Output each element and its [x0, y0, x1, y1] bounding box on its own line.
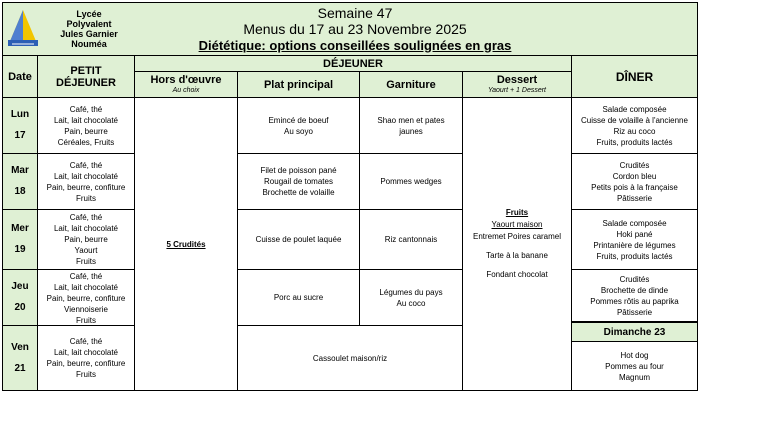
menu-item: Hoki pané: [616, 229, 653, 239]
week-title: Semaine 47: [317, 4, 393, 21]
main-dish-cell: [238, 98, 360, 154]
menu-item: Magnum: [618, 372, 651, 382]
breakfast-cell: [38, 270, 135, 326]
date-cell: [2, 326, 38, 391]
menu-item: Emincé de boeuf: [268, 115, 329, 125]
col-header-dinner-label: DÎNER: [615, 69, 654, 84]
col-header-starter: [135, 72, 238, 98]
menu-item: Café, thé: [69, 104, 103, 114]
menu-item: Légumes du pays: [379, 287, 443, 297]
col-header-lunch-label: DÉJEUNER: [323, 57, 383, 70]
menu-item: Salade composée: [602, 218, 667, 228]
menu-item: Pain, beurre, confiture: [46, 294, 126, 303]
breakfast-cell: [38, 326, 135, 391]
menu-item: Pommes au four: [605, 361, 664, 371]
col-header-main: [238, 72, 360, 98]
diet-note: Diététique: options conseillées soulignées en gras: [198, 37, 512, 53]
date-number: 18: [14, 186, 26, 197]
date-number: 20: [14, 302, 26, 313]
menu-item: Pommes wedges: [380, 177, 442, 186]
menu-item: Pain, beurre: [64, 126, 108, 136]
menu-item: Petits pois à la française: [591, 182, 678, 192]
menu-item: Yaourt: [74, 246, 98, 255]
menu-item: Café, thé: [69, 272, 103, 281]
main-dish-cell: [238, 210, 360, 270]
menu-item: Lait, lait chocolaté: [53, 224, 119, 233]
menu-item: Pommes rôtis au paprika: [590, 296, 679, 306]
main-dish-cell: [238, 154, 360, 210]
menu-item: Hot dog: [620, 350, 649, 360]
side-dish-cell: [360, 154, 463, 210]
sunday-label: [572, 322, 698, 342]
col-header-side-label: Garniture: [386, 78, 436, 91]
dinner-cell: [572, 210, 698, 270]
menu-item: Au soyo: [284, 126, 313, 136]
menu-item: Rougail de tomates: [264, 177, 333, 186]
menu-item: Fruits, produits lactés: [596, 137, 673, 147]
date-day: Ven: [11, 341, 29, 353]
col-header-main-label: Plat principal: [263, 78, 334, 91]
menu-item: Pain, beurre: [64, 235, 108, 244]
date-cell: [2, 154, 38, 210]
school-name-line3: Jules Garnier: [60, 29, 118, 39]
header-titles: [180, 3, 530, 55]
col-header-dinner: [572, 56, 698, 98]
school-logo: [6, 6, 40, 48]
starter-cell: [135, 98, 238, 391]
col-header-date: [2, 56, 38, 98]
menu-item: Riz cantonnais: [384, 235, 438, 244]
menu-item: Salade composée: [602, 104, 667, 114]
school-name: [44, 5, 134, 53]
menu-item: Pâtisserie: [616, 193, 653, 203]
date-cell: [2, 210, 38, 270]
menu-item: Yaourt maison: [491, 220, 543, 229]
breakfast-cell: [38, 154, 135, 210]
col-header-dessert: [463, 72, 572, 98]
menu-item: Cuisse de volaille à l'ancienne: [581, 115, 688, 125]
side-dish-cell: [360, 98, 463, 154]
menu-item: Filet de poisson pané: [260, 166, 337, 175]
school-name-line4: Nouméa: [71, 39, 107, 49]
menu-item: Printanière de légumes: [593, 240, 676, 250]
col-header-dessert-label: Dessert: [496, 74, 538, 86]
menu-item: Fondant chocolat: [486, 270, 548, 279]
menu-item: Café, thé: [69, 337, 103, 346]
date-day: Jeu: [11, 281, 29, 292]
menu-item: Entremet Poires caramel: [472, 232, 562, 241]
menu-item: Fruits: [76, 193, 96, 203]
school-name-line1: Lycée: [76, 9, 102, 19]
main-dish-cell: [238, 270, 360, 326]
menu-item: Viennoiserie: [64, 305, 108, 314]
menu-item: Cassoulet maison/riz: [312, 353, 388, 363]
date-number: 19: [14, 244, 26, 255]
dinner-cell: [572, 270, 698, 322]
menu-item: jaunes: [399, 126, 423, 136]
menu-item: Lait, lait chocolaté: [53, 115, 119, 125]
starter-item: 5 Crudités: [166, 239, 206, 249]
sunday-dinner-cell: [572, 342, 698, 391]
menu-item: Fruits: [76, 370, 96, 379]
menu-item: Crudités: [619, 274, 650, 284]
menu-item: Shao men et pates: [377, 115, 445, 125]
col-header-breakfast-line2: DÉJEUNER: [56, 76, 116, 89]
date-number: 21: [14, 362, 26, 374]
date-number: 17: [14, 130, 26, 141]
menu-item: Tarte à la banane: [486, 251, 548, 260]
col-header-dessert-note: Yaourt + 1 Dessert: [487, 87, 547, 94]
menu-item: Crudités: [619, 160, 650, 170]
dessert-title: Fruits: [505, 208, 529, 217]
menu-item: Porc au sucre: [273, 293, 324, 302]
menu-item: Cordon bleu: [612, 171, 657, 181]
menu-item: Fruits: [76, 257, 96, 266]
date-cell: [2, 98, 38, 154]
menu-item: Fruits, produits lactés: [596, 251, 673, 261]
menu-item: Café, thé: [69, 213, 103, 222]
menu-item: Pâtisserie: [616, 307, 653, 317]
breakfast-cell: [38, 98, 135, 154]
menu-item: Cuisse de poulet laquée: [255, 235, 342, 244]
menu-item: Riz au coco: [613, 126, 656, 136]
sunday-label-text: Dimanche 23: [603, 326, 666, 338]
menu-item: Pain, beurre, confiture: [46, 182, 126, 192]
menu-item: Brochette de volaille: [262, 188, 335, 197]
col-header-starter-label: Hors d'œuvre: [150, 74, 222, 86]
friday-main-merged-cell: [238, 326, 463, 391]
dessert-cell: [463, 98, 572, 391]
date-range-title: Menus du 17 au 23 Novembre 2025: [243, 20, 467, 37]
side-dish-cell: [360, 210, 463, 270]
menu-item: Au coco: [396, 298, 426, 308]
menu-item: Céréales, Fruits: [57, 137, 115, 147]
col-header-lunch: [135, 56, 572, 72]
col-header-breakfast: [38, 56, 135, 98]
menu-item: Lait, lait chocolaté: [53, 171, 119, 181]
col-header-breakfast-line1: PETIT: [70, 64, 102, 77]
date-cell: [2, 270, 38, 326]
menu-item: Fruits: [76, 316, 96, 325]
menu-item: Café, thé: [69, 160, 103, 170]
col-header-starter-note: Au choix: [172, 87, 200, 94]
side-dish-cell: [360, 270, 463, 326]
col-header-date-label: Date: [8, 70, 32, 83]
dinner-cell: [572, 154, 698, 210]
menu-item: Lait, lait chocolaté: [53, 283, 119, 292]
menu-item: Pain, beurre, confiture: [46, 359, 126, 368]
menu-item: Lait, lait chocolaté: [53, 348, 119, 357]
date-day: Mer: [11, 223, 29, 234]
menu-item: Brochette de dinde: [600, 285, 669, 295]
school-name-line2: Polyvalent: [66, 19, 112, 29]
date-day: Mar: [11, 165, 29, 176]
breakfast-cell: [38, 210, 135, 270]
dinner-cell: [572, 98, 698, 154]
date-day: Lun: [10, 109, 30, 120]
col-header-side: [360, 72, 463, 98]
